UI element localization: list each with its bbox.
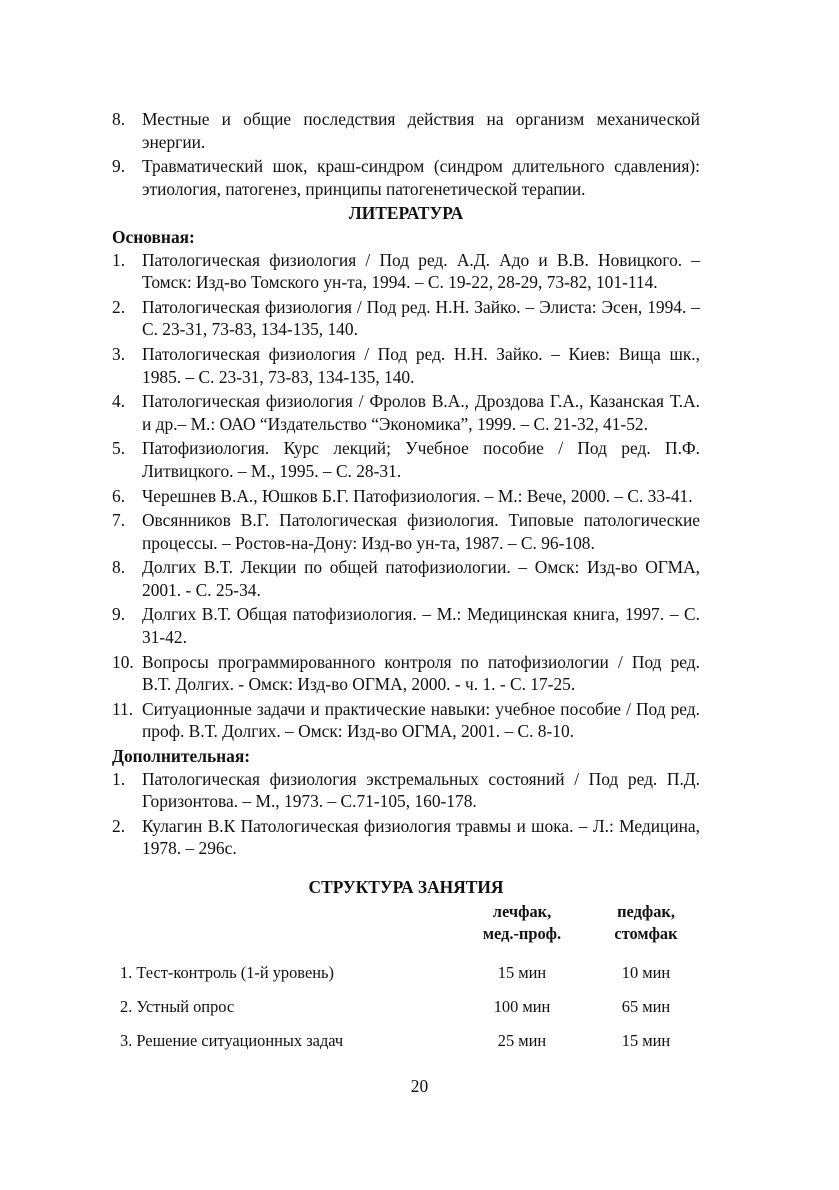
item-number: 8.: [112, 557, 126, 578]
item-text: Долгих В.Т. Лекции по общей патофизиологии. – Омск: Изд-во ОГМА, 2001. - С. 25-34.: [142, 557, 700, 600]
duration-cell: 15 мин: [497, 963, 547, 983]
item-text: Патологическая физиология / Под ред. А.Д. Адо и В.В. Новицкого. – Томск: Изд-во Томского ун-та, 1994. – С. 19-22, 28-29, 73-82, 101-114.: [142, 249, 700, 293]
list-item: [112, 108, 700, 153]
column-header-pedfak: [592, 901, 700, 957]
item-number: 8.: [112, 109, 126, 129]
item-number: 2.: [112, 815, 126, 836]
extra-literature-list: [112, 768, 700, 860]
item-text: Кулагин В.К Патологическая физиология травмы и шока. – Л.: Медицина, 1978. – 296с.: [142, 815, 700, 859]
item-number: 4.: [112, 391, 126, 412]
list-item: [112, 509, 700, 554]
item-text: Патологическая физиология / Фролов В.А., Дроздова Г.А., Казанская Т.А. и др.– М.: ОАО “Издательство “Экономика”, 1999. – С. 21-32, 41-52.: [142, 391, 700, 434]
item-number: 3.: [112, 343, 126, 364]
questions-list: [112, 108, 700, 200]
table-row: [112, 1025, 700, 1059]
list-item: [112, 768, 700, 813]
item-number: 2.: [112, 296, 126, 317]
main-literature-list: [112, 249, 700, 743]
column-header-lechfak: [452, 901, 592, 957]
list-item: [112, 485, 700, 508]
item-number: 11.: [112, 698, 134, 719]
literature-heading: ЛИТЕРАТУРА: [348, 203, 464, 224]
task-cell: 2. Устный опрос: [120, 997, 235, 1017]
header-line: педфак,: [617, 901, 675, 921]
item-number: 1.: [112, 768, 126, 789]
duration-cell: 65 мин: [621, 997, 671, 1017]
item-number: 5.: [112, 438, 126, 459]
duration-cell: 10 мин: [621, 963, 671, 983]
main-literature-label: Основная:: [112, 226, 195, 247]
item-text: Травматический шок, краш-синдром (синдром длительного сдавления): этиология, патогенез, принципы патогенетической терапии.: [142, 156, 700, 199]
task-column-header: [112, 901, 452, 957]
item-number: 6.: [112, 485, 126, 506]
header-line: лечфак,: [492, 901, 552, 921]
list-item: [112, 437, 700, 482]
item-number: 1.: [112, 249, 126, 270]
item-number: 9.: [112, 156, 126, 177]
structure-heading: СТРУКТУРА ЗАНЯТИЯ: [308, 877, 504, 897]
extra-literature-label: Дополнительная:: [112, 746, 251, 767]
item-number: 10.: [112, 651, 134, 672]
list-item: [112, 343, 700, 388]
table-header-row: [112, 901, 700, 957]
item-text: Патологическая физиология / Под ред. Н.Н. Зайко. – Элиста: Эсен, 1994. – С. 23-31, 73-83, 134-135, 140.: [142, 296, 700, 340]
header-line: стомфак: [614, 923, 678, 943]
page-content: [112, 108, 700, 1059]
list-item: [112, 249, 700, 294]
duration-cell: 25 мин: [497, 1031, 547, 1051]
item-text: Патофизиология. Курс лекций; Учебное пособие / Под ред. П.Ф. Литвицкого. – М., 1995. – С. 28-31.: [142, 438, 700, 481]
list-item: [112, 556, 700, 601]
item-text: Патологическая физиология / Под ред. Н.Н. Зайко. – Киев: Вища шк., 1985. – С. 23-31, 73-83, 134-135, 140.: [142, 343, 700, 387]
task-cell: 3. Решение ситуационных задач: [120, 1031, 344, 1051]
item-number: 7.: [112, 510, 126, 531]
list-item: [112, 390, 700, 435]
duration-cell: 15 мин: [621, 1031, 671, 1051]
task-cell: 1. Тест-контроль (1-й уровень): [120, 963, 334, 983]
table-row: [112, 991, 700, 1025]
item-number: 9.: [112, 604, 126, 625]
list-item: [112, 155, 700, 200]
item-text: Овсянников В.Г. Патологическая физиология. Типовые патологические процессы. – Ростов-на-Дону: Изд-во ун-та, 1987. – С. 96-108.: [142, 510, 700, 553]
list-item: [112, 651, 700, 696]
structure-table: [112, 901, 700, 1059]
header-line: мед.-проф.: [482, 923, 562, 943]
list-item: [112, 698, 700, 743]
item-text: Местные и общие последствия действия на организм механической энергии.: [142, 109, 700, 152]
page-number: 20: [410, 1076, 429, 1096]
table-row: [112, 957, 700, 991]
duration-cell: 100 мин: [493, 997, 551, 1017]
item-text: Ситуационные задачи и практические навыки: учебное пособие / Под ред. проф. В.Т. Долгих. – Омск: Изд-во ОГМА, 2001. – С. 8-10.: [142, 698, 700, 742]
item-text: Долгих В.Т. Общая патофизиология. – М.: Медицинская книга, 1997. – С. 31-42.: [142, 604, 700, 648]
list-item: [112, 815, 700, 860]
item-text: Черешнев В.А., Юшков Б.Г. Патофизиология. – М.: Вече, 2000. – С. 33-41.: [142, 485, 693, 506]
list-item: [112, 603, 700, 648]
item-text: Патологическая физиология экстремальных состояний / Под ред. П.Д. Горизонтова. – М., 1973. – С.71-105, 160-178.: [142, 768, 700, 812]
item-text: Вопросы программированного контроля по патофизиологии / Под ред. В.Т. Долгих. - Омск: Изд-во ОГМА, 2000. - ч. 1. - С. 17-25.: [142, 651, 700, 695]
list-item: [112, 296, 700, 341]
